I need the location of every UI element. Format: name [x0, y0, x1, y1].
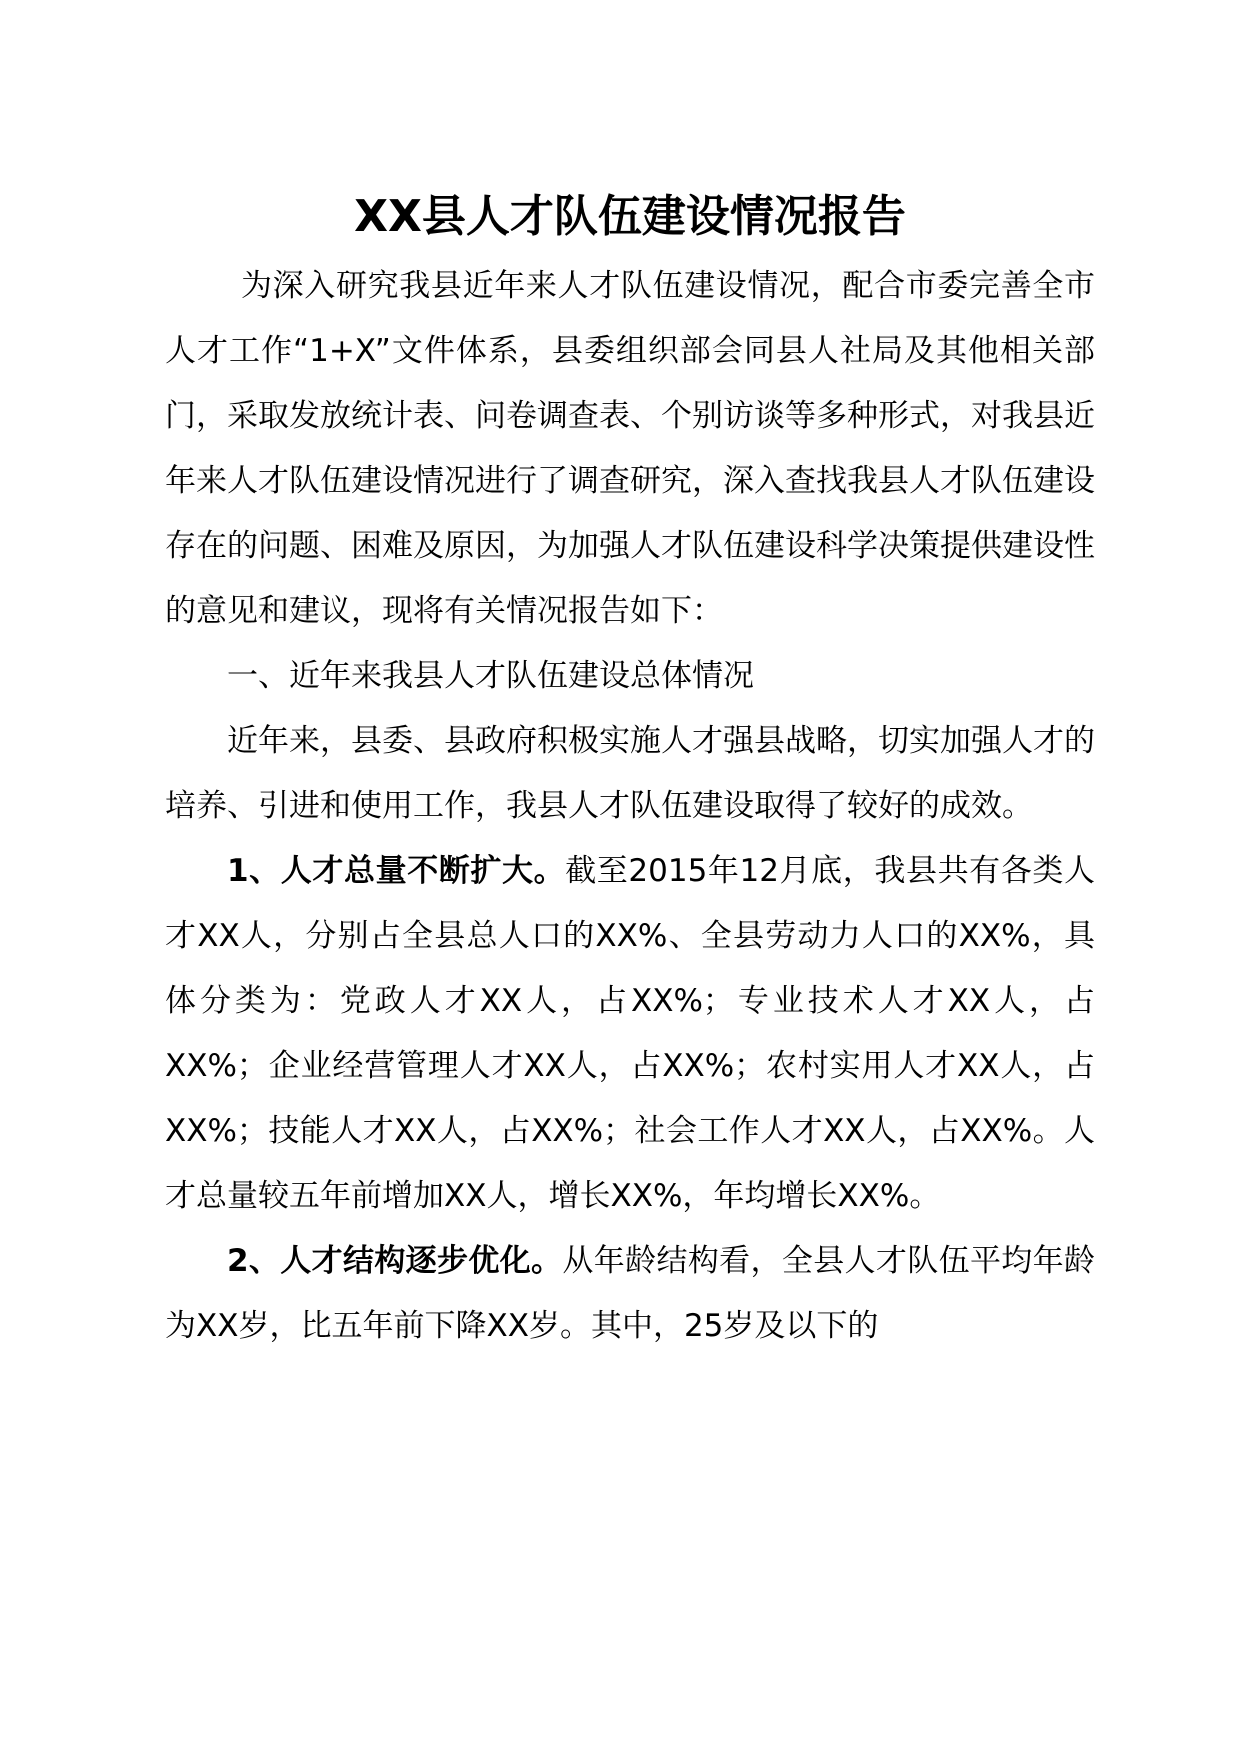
document-page — [165, 190, 1095, 1359]
item-1-lead: 1、人才总量不断扩大。 — [227, 853, 566, 889]
intro-paragraph: 为深入研究我县近年来人才队伍建设情况，配合市委完善全市人才工作“1+X”文件体系，县委组织部会同县人社局及其他相关部门，采取发放统计表、问卷调查表、个别访谈等多种形式，对我县近年来人才队伍建设情况进行了调查研究，深入查找我县人才队伍建设存在的问题、困难及原因，为加强人才队伍建设科学决策提供建设性的意见和建议，现将有关情况报告如下： — [165, 268, 1095, 629]
item-1-paragraph — [165, 839, 1095, 1229]
item-2-lead: 2、人才结构逐步优化。 — [227, 1243, 563, 1279]
section-1-paragraph: 近年来，县委、县政府积极实施人才强县战略，切实加强人才的培养、引进和使用工作，我县人才队伍建设取得了较好的成效。 — [165, 723, 1095, 824]
document-title: XX县人才队伍建设情况报告 — [354, 191, 906, 242]
item-2-text: 从年龄结构看，全县人才队伍平均年龄为XX岁，比五年前下降XX岁。其中，25岁及以下的 — [165, 1243, 1096, 1344]
item-2-paragraph — [165, 1229, 1095, 1359]
item-1-text: 截至2015年12月底，我县共有各类人才XX人，分别占全县总人口的XX%、全县劳动力人口的XX%，具体分类为：党政人才XX人，占XX%；专业技术人才XX人，占XX%；企业经营管理人才XX人，占XX%；农村实用人才XX人，占XX%；技能人才XX人，占XX%；社会工作人才XX人，占XX%。人才总量较五年前增加XX人，增长XX%，年均增长XX%。 — [165, 853, 1095, 1214]
section-heading-1: 一、近年来我县人才队伍建设总体情况 — [227, 658, 754, 694]
